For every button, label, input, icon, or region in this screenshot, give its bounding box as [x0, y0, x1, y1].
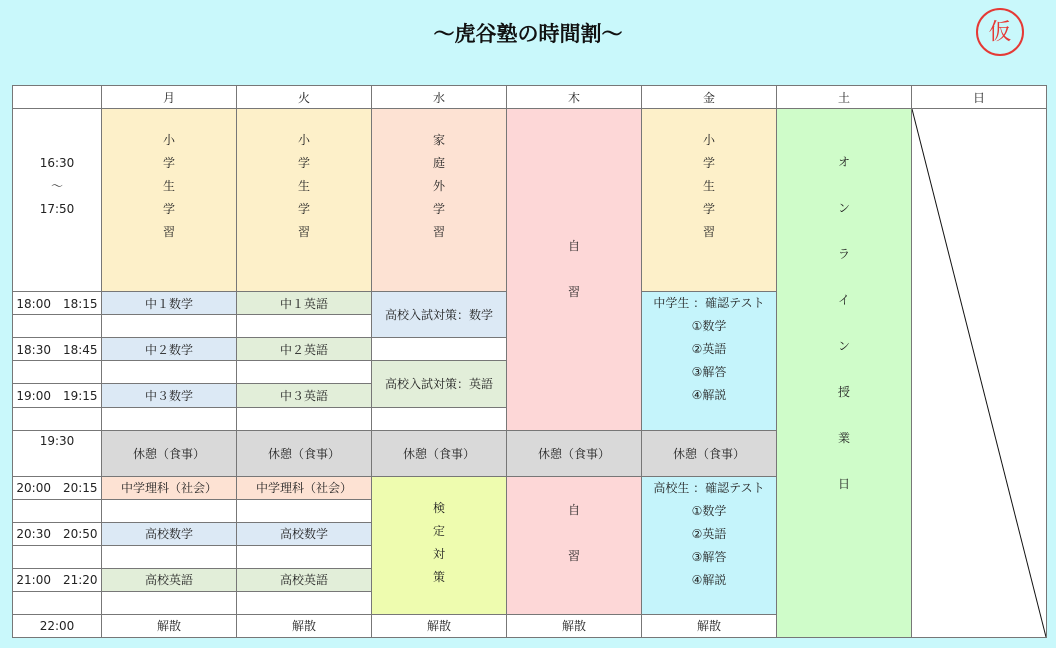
time-slot-1830: 18:30 18:45 — [13, 338, 102, 361]
day-header-thu: 木 — [507, 86, 642, 109]
timetable — [12, 85, 1047, 638]
wed-break: 休憩（食事） — [372, 430, 507, 476]
wed-entrance-english: 高校入試対策：英語 — [372, 361, 507, 407]
wed-dismissal: 解散 — [372, 614, 507, 637]
fri-hs-review-test: 高校生 ：確認テスト ①数学 ②英語 ③解答 ④解説 — [642, 476, 777, 614]
time-slot-blank — [13, 361, 102, 384]
tue-jh3-english: 中３英語 — [237, 384, 372, 407]
mon-blank — [102, 545, 237, 568]
tue-blank — [237, 591, 372, 614]
time-slot-1930: 19:30 — [13, 430, 102, 476]
mon-blank — [102, 407, 237, 430]
wed-blank — [372, 338, 507, 361]
sun-closed-cell — [912, 109, 1047, 638]
tue-elementary-study: 小 学 生 学 習 — [237, 109, 372, 292]
time-slot-1800: 18:00 18:15 — [13, 292, 102, 315]
time-slot-2000: 20:00 20:15 — [13, 476, 102, 499]
provisional-stamp: 仮 — [976, 8, 1024, 56]
time-slot-2030: 20:30 20:50 — [13, 522, 102, 545]
diagonal-line — [912, 109, 1046, 637]
mon-blank — [102, 499, 237, 522]
mon-dismissal: 解散 — [102, 614, 237, 637]
day-header-sun: 日 — [912, 86, 1047, 109]
mon-blank — [102, 361, 237, 384]
time-slot-blank — [13, 499, 102, 522]
time-slot-blank — [13, 591, 102, 614]
tue-hs-math: 高校数学 — [237, 522, 372, 545]
thu-break: 休憩（食事） — [507, 430, 642, 476]
mon-hs-math: 高校数学 — [102, 522, 237, 545]
day-header-tue: 火 — [237, 86, 372, 109]
tue-jh-science-social: 中学理科（社会） — [237, 476, 372, 499]
wed-entrance-math: 高校入試対策：数学 — [372, 292, 507, 338]
tue-blank — [237, 499, 372, 522]
thu-self-study-2: 自 習 — [507, 476, 642, 614]
day-header-sat: 土 — [777, 86, 912, 109]
time-slot-blank — [13, 407, 102, 430]
mon-jh1-math: 中１数学 — [102, 292, 237, 315]
mon-elementary-study: 小 学 生 学 習 — [102, 109, 237, 292]
mon-jh-science-social: 中学理科（社会） — [102, 476, 237, 499]
tue-dismissal: 解散 — [237, 614, 372, 637]
fri-dismissal: 解散 — [642, 614, 777, 637]
page-title: ～虎谷塾の時間割～ — [433, 22, 623, 46]
tue-blank — [237, 545, 372, 568]
thu-dismissal: 解散 — [507, 614, 642, 637]
mon-hs-english: 高校英語 — [102, 568, 237, 591]
time-slot-blank — [13, 315, 102, 338]
thu-self-study-1: 自 習 — [507, 109, 642, 431]
fri-elementary-study: 小 学 生 学 習 — [642, 109, 777, 292]
mon-jh2-math: 中２数学 — [102, 338, 237, 361]
mon-blank — [102, 315, 237, 338]
sat-online-class-day: オ ン ラ イ ン 授 業 日 — [777, 109, 912, 638]
wed-blank — [372, 407, 507, 430]
mon-blank — [102, 591, 237, 614]
day-header-fri: 金 — [642, 86, 777, 109]
tue-blank — [237, 361, 372, 384]
time-slot-2100: 21:00 21:20 — [13, 568, 102, 591]
day-header-mon: 月 — [102, 86, 237, 109]
fri-break: 休憩（食事） — [642, 430, 777, 476]
tue-break: 休憩（食事） — [237, 430, 372, 476]
fri-jh-review-test: 中学生 ：確認テスト ①数学 ②英語 ③解答 ④解説 — [642, 292, 777, 430]
wed-exam-prep: 検 定 対 策 — [372, 476, 507, 614]
tue-blank — [237, 407, 372, 430]
corner-cell — [13, 86, 102, 109]
wed-home-study: 家 庭 外 学 習 — [372, 109, 507, 292]
time-slot-blank — [13, 545, 102, 568]
mon-break: 休憩（食事） — [102, 430, 237, 476]
tue-jh1-english: 中１英語 — [237, 292, 372, 315]
day-header-wed: 水 — [372, 86, 507, 109]
time-slot-1900: 19:00 19:15 — [13, 384, 102, 407]
time-slot-2200: 22:00 — [13, 614, 102, 637]
time-slot-1630: 16:30 ～ 17:50 — [13, 109, 102, 292]
tue-hs-english: 高校英語 — [237, 568, 372, 591]
tue-jh2-english: 中２英語 — [237, 338, 372, 361]
mon-jh3-math: 中３数学 — [102, 384, 237, 407]
tue-blank — [237, 315, 372, 338]
